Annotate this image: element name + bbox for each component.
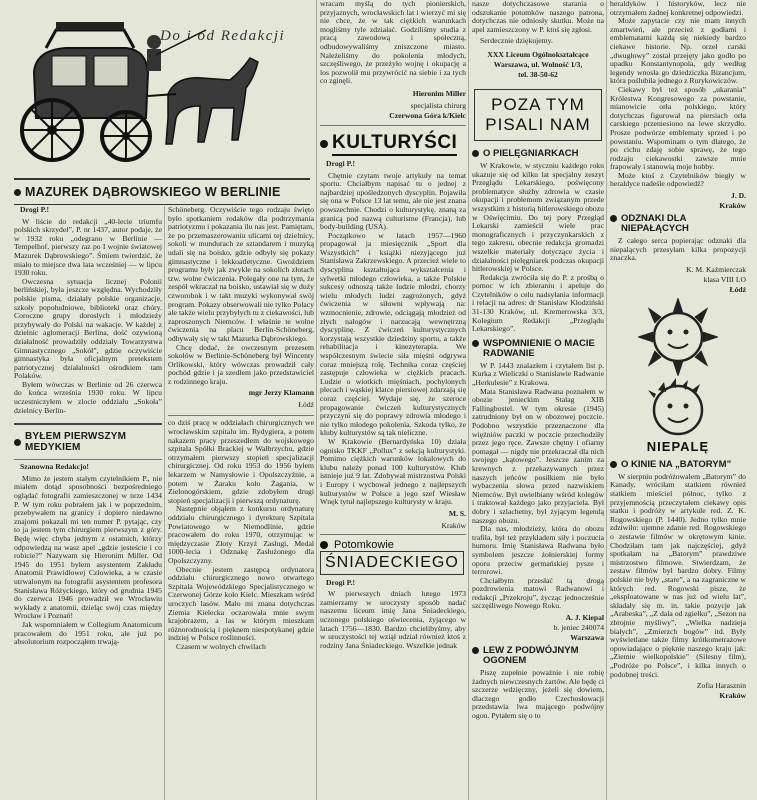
paragraph: Może zapytacie czy nie mam innych zmartwień, ale przecież z godłami i emblematami każdą się niekiedy bardzo ciekawe historie. Np. orzeł carski „dwugłowy” został przejęty jako godło po upadku Konstantynopola, gdy według legendy wnosła go dziedziczka Bizancjum, która poślubiła jednego z Rurykowiczów. [610,16,746,86]
signature: Zofia Harasznin [696,681,746,691]
signature: A. J. Kiepal [565,613,604,623]
signature: XXX Liceum Ogólnokształcące [487,49,589,59]
signature-note: b. jeniec 240074 [553,623,604,633]
item-title: O PIELĘGNIARKACH [483,147,579,159]
poza-tym-box [474,89,602,141]
paragraph: Mimo że jestem stałym czytelnikiem P., nie miałem dotąd sposobności bezpośredniego oglądać fotografii zamieszczonej w nrze 1434 P. W tym roku pobrałem jak i w poprzednim, przebywałem na granicy i dopiero niedawno znajomi pokazali mi ten numer P. pytając, czy to ja jestem tym chirurgiem pierwszym z góry. Będę więc chyba jednym z ostatnich, którzy odpowiedzą na wasz apel „gdzie jesteście i co robicie?” Nazywam się Hieronim Miller. Od 1945 do 1951 byłem asystentem Zakładu Anatomii Prawidłowej Człowieka, a w czasie utrwalonym na fotografii asystentem profesora Stanisława Różyckiego, który od grudnia 1945 do czerwca 1946 prowadził we Wrocławiu wykłady z anatomii, dzieląc swój czas między Wrocław i Poznań! [14,473,162,621]
paragraph: Ciekawy był też sposób „ukarania” Królestwa Kongresowego za powstanie, mianowicie orła polskiego, który dotychczas figurował na piersiach orła carskiego przeniesiono na lewe skrzydło. Prosze podwórze emblematy sprzed i po powstaniu. Wspominam o tym dlatego, że po cichu zdaję sobie sprawę, że tego rodzaju ciekawostki zawsze mnie frapowały i stanowią moje hobby. [610,84,746,172]
paragraph: W liście do redakcji „40-lecie triumfu polskich skrzydeł”, P. nr 1437, autor podaje, że w 1932 roku „odegrano w Berlinie — Tempelhof, pierwszy raz po I wojnie światowej Mazurek Dąbrowskiego”. Śmiem twierdzić, że miało to miejsce dwa lata wcześniej — w lipcu 1930 roku. [14,216,162,278]
paragraph: Może ktoś z Czytelników biegły w heraldyce nadeśle odpowiedź? [610,170,746,189]
signature-city: Kraków [719,691,746,701]
signature-city: Kraków [441,520,466,530]
paragraph: W P. 1443 znalazłem i czytałem list p. Kurka z Wieliczki o Stanisławie Radwanie „Herkulesie” z Krakowa. [472,360,604,388]
signature-role: specjalista chirurg [410,100,466,110]
signature-city: Warszawa [570,633,604,643]
paragraph: Jak wspomniałem w Collegium Anatomicum pracowałem do 1951 roku, ale już po absolutorium rozpocząłem trwają- [14,619,162,647]
paragraph: Chcę dodać, że owczesnym prezesem sokołów w Berlinie-Schöneberg był Wincenty Orlikowski, który wówczas prowadził cały pochód gdzie i ja szedłem jako przedstawiciel z rodzinnego kraju. [168,342,314,386]
signature: M. S. [448,508,466,518]
box-line-2: PISALI NAM [485,114,591,134]
paragraph: nasze dotychczasowe starania o odszukanie potomków naszego patrona, dotychczas nie odniosły skutku. Może na apel zamieszczony w P. ktoś się zgłosi. [472,0,604,34]
paragraph: co dziś pracę w oddziałach chirurgicznych we wrocławskim szpitalu im. Rydygiera, a potem nakazem pracy przeszedłem do wojskowego szpitala Spółki Brackiej w Wałbrzychu, gdzie otrzymałem pierwszy stopień specjalizacji chirurgicznej. Od roku 1953 do 1956 byłem lekarzem w Namysłowie i Opolszczyźnie, a potem w Żaraku koło Żagania, w Zielonogórskiem, gdzie zdobyłem drugi stopień specjalizacji i pierwszą ordynaturę. [168,418,314,505]
kulturysci-header [320,132,466,156]
bullet-icon [472,340,479,347]
badge-text: NIEPALĘ [646,438,710,454]
article-title: BYŁEM PIERWSZYM MEDYKIEM [25,431,127,454]
header-illustration [14,0,286,176]
thanks: Serdecznie dziękujemy. [480,36,553,46]
article-title: MAZUREK DĄBROWSKIEGO W BERLINIE [25,185,281,199]
column-2 [168,206,314,800]
bullet-icon [14,439,21,446]
column-5 [610,0,746,800]
bullet-icon [320,140,328,148]
greeting: Szanowna Redakcjo! [20,462,89,472]
paragraph: W Krakowie, w styczniu każdego roku ukazuje się od kilku lat specjalny zeszyt Przeglądu Lekarskiego, poświęcony problematyce służby zdrowia w czasie okupacji i problemom związanym przede wszystkim z historią hitlerowskiego obozu w Oświęcimiu. Do tej pory Przegląd Lekarski zamieścił wiele prac monograficznych i przyczynkarskich z tego zakresu, obecnie redakcja gromadzi wszelkie materiały dotyczące życia i działalności pielęgniarek podczas okupacji hitlerowskiej w Polsce. [472,160,604,274]
paragraph: Obecnie jestem zastępcą ordynatora oddziału chirurgicznego nowo otwartego Szpitala Wojewódzkiego Specjalistycznego w Czerwonej Górze koło Kielc. Mieszkam wśród uroczych lasów. Mało mi znana dotychczas Ziemia Kielecka oczarowała mnie swym krajobrazem, a las w którym mieszkam różnorodnością i pięknem niespotykanej gdzie indziej w Polsce roślinności. [168,564,314,643]
article-mazurek [14,178,310,205]
paragraph: Schöneberg. Oczywiście tego rodzaju święto było spotkaniem rodaków dla podtrzymania patriotyzmu i pokazania ilu nas jest. Pamiętam, że po przemaszerowaniu ulicami tej dzielnicy, sokoli w mundurach ze sztandarem i muzyką udali się na boisko, gdzie odbyły się pokazy gimnastyczne i lekkoatletyczne. Gwoździem programu były jak zwykle na sokolich złotach tzw. wolne ćwiczenia. Polegały one na tym, że zespół wkraczał na boisko, ustawiał się w duży czworobok i w takt muzyki wykonywał swój program. Pokazy obserwowali nie tylko Polacy ale także wielu przybyłych tu z ciekawości, lub zaproszonych Niemców. I właśnie te wolne ćwiczenia na placu Berlin-Schöneberg, odbywały się w takt Mazurka Dąbrowskiego. [168,205,314,343]
paragraph: heraldyków i historyków, lecz nie otrzymałem żadnej konkretnej odpowiedzi. [610,0,746,17]
signature-city: Łódź [298,400,314,410]
signature: K. M. Kaźmierczak [686,264,746,274]
bullet-icon [472,647,479,654]
box-line-1: POZA TYM [491,94,585,114]
paragraph: Czasem w wolnych chwilach [176,641,266,651]
bullet-icon [472,150,479,157]
paragraph: Z całego serca popierając odznaki dla niepalących przesyłam kilka propozycji znaczka. [610,236,746,263]
paragraph: Chciałbym przesłać tą drogą pozdrowienia matowi Radwanowi i redakcji „Przekroju”, życząc jednocześnie szczęśliwego Nowego Roku. [472,575,604,611]
sun-badge-icon [610,298,746,376]
article-title-big: ŚNIADECKIEGO [320,551,464,575]
item-title: O KINIE NA „BATORYM” [621,458,732,470]
article-title-small: Potomkowie [334,538,394,551]
bullet-icon [14,189,21,196]
paragraph: W Krakowie (Bernardyńska 10) działa ognisko TKKF „Pollux” z sekcją kulturystyki. Pomimo ciężkich warunków lokalowych do klubu należy ponad 100 kulturystów. Klub istnieje już 9 lat. Zdobywał mistrzostwa Polski i Europy i wychował jednego z najlepszych kulturystów w Polsce a jego szef Wiesław Wnęk tytuł najlepszego kulturysty w kraju. [320,436,466,507]
paragraph: W pierwszych dniach lutego 1973 zamierzamy w uroczysty sposób nadać naszemu liceum imię Jana Śniadeckiego, uczonego polskiego oświecenia, żyjącego w latach 1756—1830. Bardzo chcielibyśmy, aby w uroczystości tej wziął udział również ktoś z rodziny Jana Śniadeckiego. Wszelkie jednak [320,589,466,650]
paragraph: W sierpniu podróżowałem „Batorym” do Kanady, wróciłam statkiem również statkiem mieściel północ, tylko z przyjemnością przeczytałem ciekawy opis statku i podróży w artykule red. Z. K. Rogowskiego (P. 1440). Jedno tylko mnie zdziwiło: ujemne zdanie red. Rogowskiego o zestawie filmów w okrętowym kinie. Chodziłam tam jak najczęściej, gdyż spotkałam na „Batorym” prawdziwe mistrzostwo filmowe. Stwierdzam, że zestaw filmów był bardzo dobry. Filmy polskie nie były „stare”, a na zagraniczne w których red. Rogowski pisze, że „eksploatowane w nas już od wielu lat”, składały się m. in. takie pozycje jak „Arabeska”, „Z dala od zgiełku”, „Sezon na zbrojnie myśliwy”, „Wielka nadzieja białych”, „Zmierzch bogów” itd. Były wyświetlane także filmy krótkometrażowe opowiadające o pięknie naszego kraju jak: „Ziemie wielkopolskie” (Silesny film), „Podróże po Polsce”, i kilka innych o podobnej treści. [610,471,746,679]
horse-carriage-illustration [6,0,306,176]
item-title: ODZNAKI DLA NIEPAŁĄCYCH [621,213,689,235]
signature-address: Warszawa, ul. Wolność 1/3, [493,59,583,69]
paragraph: Początkowo w latach 1957—1960 propagował ja miesięcznik „Sport dla Wszystkich” i książki niezyjącego już Stanisława Zakrzewskiego. A przecież wiele to dyscyplina kształtująca wykształcenia i sylwetki młodego człowieka, a także Polskie sukcesy odnoszą także ludzie młodzi, chorzy wielu młodych ludzi zagrożonych, gdyż ćwiczenia w siłowni wpływają na: wzmocnienie, zdrowie, odciągają młodzież od złych nałogów i narzucają wewnętrzną dyscyplinę. Z ćwiczeń kulturystycznych korzystają wszystkie dziedziny sportu, a także rehabilitacja i kinezyterapia. We współczesnym świecie siła mięśni odgrywa coraz mniejszą rolę. Technika coraz częściej zastępuje człowieka w ciężkich pracach. Ludzie o wiotkich mięśniach, pochylonych plecach i wąskiej klatce piersiowej zdarzają się coraz częściej. Wydaje się, że szeroce propagowanie ćwiczeń kulturystycznych przyczyni się do poprawy zdrowia młodego i nie tylko młodego pokolenia. Szkoda tylko, że kluby kulturystów są tak nieliczne. [320,230,466,438]
signature-city: Kraków [719,201,746,211]
signature-class: klasa VIII LO [703,274,746,284]
greeting: Drogi P.! [326,577,356,587]
greeting: Drogi P.! [20,205,50,214]
niepale-badge-icon [610,376,746,458]
signature-city: Łódź [729,284,746,294]
bullet-icon [610,461,617,468]
paragraph: Owczesna sytuacja licznej Polonii berlińskiej, była jeszcze względna. Wychodziły polskie pisma, działały polskie organizacje, szkoły popołudniowe, biblioteki oraz chóry. Coroczne grupy doroslych i młodzieży przybywały do Polski na wakacje. W każdej z dzielnic aglomeracji Berlina, dość ozywioną działalność prowadziły oddziały Towarzystwa Gimnastycznego „Sokół”, gdzie oczywiście gimnastyka była oficjalnym pretekstem patriotycznej działalności ośrodkiem tam Polaków. [14,276,162,381]
header-title: Do i od Redakcji [160,28,286,44]
item-title: WSPOMNIENIE O MACIE RADWANIE [483,337,595,359]
paragraph: Następnie objąłem z konkursu ordynaturę oddziału chirurgicznego i dyrekturę Szpitala Powiatowego w Niemodlinie, gdzie pracowałem do roku 1970, otrzymując w międzyczasie Złoty Krzyż Zasługi, Medal 1000-lecia i Odznakę Zasłużonego dla Opolszczyzny. [168,504,314,565]
bullet-icon [610,215,617,222]
signature: mgr Jerzy Klamann [248,388,314,398]
signature: J. D. [731,191,746,201]
paragraph: Chętnie czytam twoje artykuły na temat sportu. Chciałbym napisać tu o jednej z najbardziej upośledzonych dyscyplin. Pojawiła się ona w Polsce 13 lat temu, ale nie jest znana powszechnie. Chodzi o kulturystykę, znaną za granicą pod nazwą culturisme (Francja), lub body-building (USA). [320,170,466,232]
signature-place: Czerwona Góra k/Kielc [389,110,466,120]
paragraph: Mata Stanisława Radwana poznałem w obozie jenieckim Stalag XIB Fallingbostel. W tym okresie (1945) zatrudniony był on w obozowej poczcie. Podobno wszystkie przeznaczone dla więźniów paczki w poczcie przechodziły przez jego ręce. Zawsze chętny i ofiarny pomagał — nigdy nie przekraczał dla nich swojego „kątowego”. Jeszcze zanim za krewnych z przekazywanych przez naszych jeńców posiłkiem nie było wybaczenia słowa przed nazwiskiem Niemców. Był uwielbiany wśród kolegów i traktował każdego jako przyjaciela. Był dobry i szlachetny, był żyjącym legendą naszego obozu. [472,386,604,525]
column-4 [472,0,604,800]
signature-phone: tel. 38-50-62 [518,69,558,79]
bullet-icon [320,541,328,549]
paragraph: Dla nas, młodzieży, która do obozu trafiła, był też przykładem siły i poczucia humoru. Imię Stanisława Radwana było symbolem jeszcze żołnierskiej formy oporu przeciw germańskiej pysze i terrorowi. [472,524,604,577]
item-title: LEW Z PODWÓJNYM OGONEM [483,645,579,667]
greeting: Drogi P.! [326,158,356,168]
column-1-text [14,206,162,800]
column-3 [320,0,466,800]
potomkowie-header [320,539,466,575]
article-title: KULTURYŚCI [332,132,457,156]
paragraph: Piszę zupełnie poważnie i nie robię żadnych niewczesnych żartów. Ale będę ci szczerze wdzięczny, jeżeli się dowiem, dlaczego godło Czechosłowacji przedstawia lwa mającego podwójny ogon. Pytałem się o to [472,668,604,721]
paragraph: wracam myślą do tych pionierskich, przyjaznych, wrocławskich lat i wierzyć mi się nie chce, że w tak ciężkich warunkach mogliśmy tyle zdziałać. Godziliśmy studia z pracą zawodową i społeczną, odbudowywaliśmy zniszczone miasto. Należeliśmy do pokolenia młodych, szczęśliwego, że przeżyło wojnę i okupację a los pozwolił mu przywrócić na siebie i za tych co zginęli. [320,0,466,86]
paragraph: Redakcja zwróciła się do P. z prośbą o pomoc w ich zbieraniu i apeluje do Czytelników o celu nadsyłania informacji i relacji na adres: dr Stanisław Kłodziński 31-130 Kraków, ul. Kremerowska 3/3, Kolegium Redakcji „Przeglądu Lekarskiego”. [472,272,604,334]
signature: Hieronim Miller [412,88,466,98]
paragraph: Byłem wówczas w Berlinie od 26 czerwca do końca września 1930 roku. W lipcu uczestniczyłem w zlocie oddziału „Sokoła” dzielnicy Berlin- [14,379,162,415]
